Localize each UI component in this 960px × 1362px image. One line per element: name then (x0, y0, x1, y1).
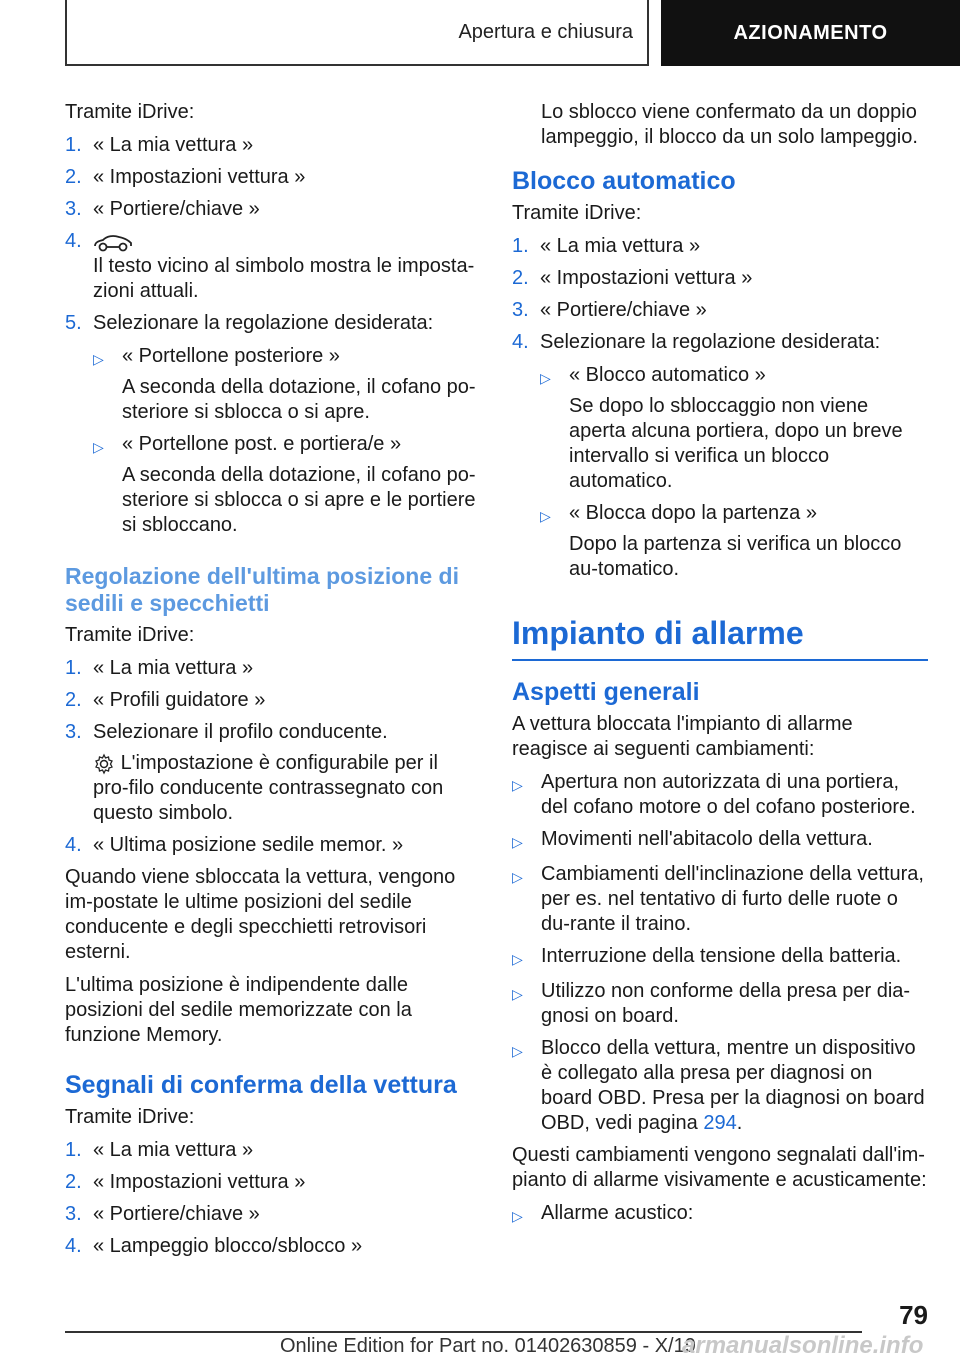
section-title: Apertura e chiusura (458, 20, 633, 43)
body-paragraph: L'ultima posizione è indipendente dalle posizioni del sedile memorizzate con la funzione Memory. (65, 974, 412, 1046)
steps-list (65, 133, 477, 545)
triangle-bullet-icon: ▷ (512, 951, 523, 967)
edition-text: Online Edition for Part no. 01402630859 - X/19 (280, 1335, 696, 1357)
option-item: ▷ « Blocca dopo la partenza » Dopo la partenza si verifica un blocco au-tomatico. (540, 502, 902, 580)
gear-icon (93, 753, 115, 775)
chapter-heading: Impianto di allarme (512, 613, 928, 661)
list-item: 4. Selezionare la regolazione desiderata: ▷ « Blocco automatico » Se dopo lo sbloccaggio non viene aperta alcuna portiera, dopo un breve intervallo si verifica un blocco automatico. ▷ « Blocca dopo la partenza » Dopo la partenza si verifica un blocco au-tomatico. (512, 330, 928, 589)
chapter-tab (661, 0, 960, 66)
page-link[interactable]: 294 (703, 1112, 737, 1134)
triangle-bullet-icon: ▷ (540, 508, 551, 524)
list-item: ▷ Cambiamenti dell'inclinazione della vettura, per es. nel tentativo di furto delle ruote o du-rante il traino. (512, 863, 924, 935)
triangle-bullet-icon: ▷ (512, 1043, 523, 1059)
list-item: 3. « Portiere/chiave » (65, 198, 260, 220)
triangle-bullet-icon: ▷ (512, 834, 523, 850)
list-item: ▷ Interruzione della tensione della batteria. (512, 944, 928, 972)
section-tab (65, 0, 649, 66)
triangle-bullet-icon: ▷ (540, 370, 551, 386)
intro-text: A vettura bloccata l'impianto di allarme reagisce ai seguenti cambiamenti: (512, 713, 853, 760)
section-heading: Regolazione dell'ultima posizione di sedili e specchietti (65, 563, 459, 616)
list-item: ▷ Utilizzo non conforme della presa per dia-gnosi on board. (512, 980, 911, 1027)
list-item: ▷ Allarme acustico: (512, 1201, 928, 1229)
section-heading: Segnali di conferma della vettura (65, 1071, 457, 1099)
list-item: ▷ Apertura non autorizzata di una portiera, del cofano motore o del cofano posteriore. (512, 771, 916, 818)
list-item: 1. « La mia vettura » (512, 235, 701, 257)
intro-text: Tramite iDrive: (65, 624, 195, 646)
steps-list (65, 1138, 477, 1259)
page-number: 79 (899, 1300, 928, 1330)
left-column (65, 100, 477, 1266)
list-item: 4. « Lampeggio blocco/sblocco » (65, 1235, 363, 1257)
list-item: 1. « La mia vettura » (65, 134, 254, 156)
option-item: ▷ « Portellone posteriore » A seconda della dotazione, il cofano po-steriore si sblocca o si apre. (93, 345, 476, 423)
list-item: 2. « Impostazioni vettura » (65, 1171, 306, 1193)
list-item: 3. Selezionare il profilo conducente. L'impostazione è configurabile per il pro-filo conducente contrassegnato con questo simbolo. (65, 721, 444, 824)
section-heading: Blocco automatico (512, 167, 736, 195)
triangle-bullet-icon: ▷ (93, 439, 104, 455)
page-header (0, 0, 960, 66)
list-item: 1. « La mia vettura » (65, 1139, 254, 1161)
body-paragraph: Questi cambiamenti vengono segnalati dall'im-pianto di allarme visivamente e acusticamente: (512, 1144, 927, 1191)
list-item: 3. « Portiere/chiave » (512, 299, 707, 321)
option-item: ▷ « Portellone post. e portiera/e » A seconda della dotazione, il cofano po-steriore si sblocca o si apre e le portiere si sbloccano. (93, 433, 476, 536)
intro-text: Tramite iDrive: (65, 101, 195, 123)
list-item: 4. « Ultima posizione sedile memor. » (65, 834, 404, 856)
watermark-text: armanualsonline.info (682, 1332, 924, 1359)
list-item: ▷ Movimenti nell'abitacolo della vettura. (512, 827, 928, 855)
option-item: ▷ « Blocco automatico » Se dopo lo sbloccaggio non viene aperta alcuna portiera, dopo un breve intervallo si verifica un blocco automatico. (540, 364, 903, 492)
note-text: L'impostazione è configurabile per il pro-filo conducente contrassegnato con questo simbolo. (93, 752, 444, 824)
car-icon (93, 230, 133, 254)
right-column (512, 100, 928, 1236)
list-item: 2. « Impostazioni vettura » (512, 267, 753, 289)
options-list (540, 363, 928, 582)
triangle-bullet-icon: ▷ (512, 869, 523, 885)
options-list (93, 344, 477, 538)
list-item: ▷ Blocco della vettura, mentre un dispositivo è collegato alla presa per diagnosi on board OBD. Presa per la diagnosi on board OBD, vedi pagina 294. (512, 1037, 925, 1134)
steps-list (512, 234, 928, 589)
continued-text: Lo sblocco viene confermato da un doppio lampeggio, il blocco da un solo lampeggio. (541, 101, 918, 148)
list-item: 2. « Impostazioni vettura » (65, 166, 306, 188)
steps-list (65, 656, 477, 858)
triangle-bullet-icon: ▷ (93, 351, 104, 367)
section-heading: Aspetti generali (512, 678, 700, 706)
list-item: 3. « Portiere/chiave » (65, 1203, 260, 1225)
list-item: 5. Selezionare la regolazione desiderata: ▷ « Portellone posteriore » A seconda della dotazione, il cofano po-steriore si sblocca o si apre. ▷ « Portellone post. e portiera/e » A seconda della dotazione, il cofano po-steriore si sblocca o si apre e le portiere si sbloccano. (65, 312, 476, 536)
body-paragraph: Quando viene sbloccata la vettura, vengono im-postate le ultime posizioni del sedile conducente e degli specchietti retrovisori esterni. (65, 866, 456, 963)
bullet-list (512, 770, 928, 1136)
list-item: 1. « La mia vettura » (65, 657, 254, 679)
intro-text: Tramite iDrive: (512, 202, 642, 224)
list-item: 2. « Profili guidatore » (65, 689, 266, 711)
intro-text: Tramite iDrive: (65, 1106, 195, 1128)
chapter-title: AZIONAMENTO (733, 21, 888, 44)
list-item: 4. Il testo vicino al simbolo mostra le imposta-zioni attuali. (65, 230, 475, 302)
triangle-bullet-icon: ▷ (512, 777, 523, 793)
triangle-bullet-icon: ▷ (512, 986, 523, 1002)
triangle-bullet-icon: ▷ (512, 1208, 523, 1224)
